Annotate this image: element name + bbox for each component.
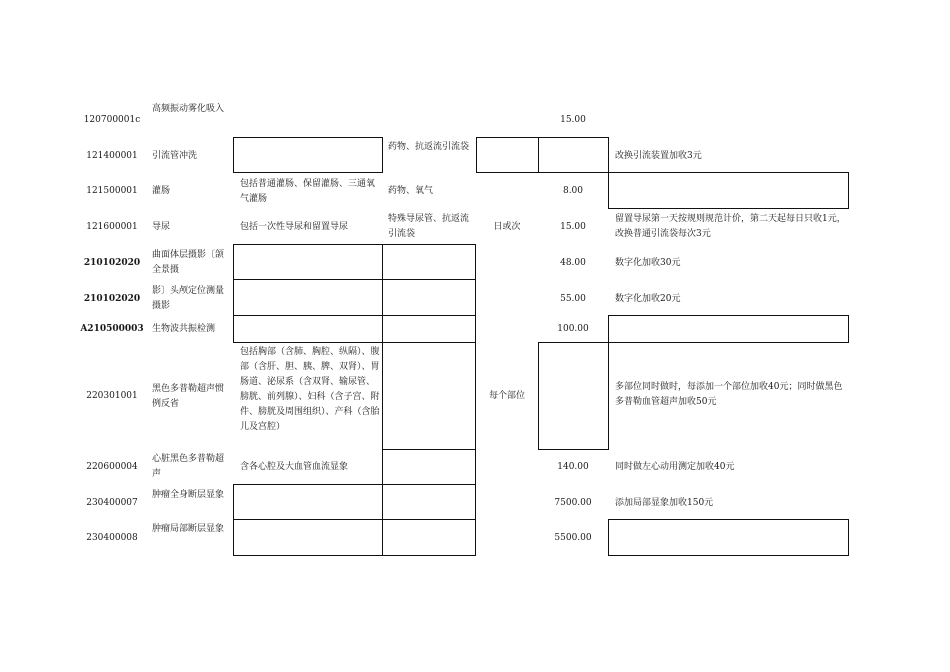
- item-note: 添加局部显象加收150元: [615, 498, 714, 508]
- empty-cell-box: [382, 449, 476, 485]
- empty-cell-box: [538, 137, 609, 173]
- item-name: 高频振动雾化吸入: [152, 104, 225, 114]
- item-code: 220301001: [86, 391, 138, 401]
- item-code: 121600001: [86, 222, 138, 232]
- item-price: 140.00: [557, 462, 589, 472]
- item-name: 引流管冲洗: [152, 151, 198, 161]
- empty-cell-box: [233, 279, 383, 316]
- item-description: 包括胸部（含肺、胸腔、纵隔）、腹部（含肝、胆、胰、脾、双肾）、胃肠道、泌尿系（含双肾、输尿管、膀胱、前列腺）、妇科（含子宫、附件、膀胱及周围组织）、产科（含胎儿及宫腔）: [240, 347, 380, 432]
- item-name: 灌肠: [152, 186, 171, 196]
- item-description: 包括一次性导尿和留置导尿: [240, 222, 349, 232]
- item-code: 210102020: [83, 258, 141, 268]
- item-price: 15.00: [560, 222, 586, 232]
- item-material: 药物、氧气: [388, 186, 434, 196]
- item-unit: 日或次: [493, 222, 521, 232]
- item-price: 7500.00: [554, 498, 592, 508]
- item-name: 导尿: [152, 222, 171, 232]
- item-code: 230400007: [86, 498, 138, 508]
- empty-cell-box: [233, 519, 383, 556]
- empty-cell-box: [382, 279, 476, 316]
- empty-cell-box: [233, 137, 383, 173]
- item-code: 230400008: [86, 533, 138, 543]
- empty-cell-box: [382, 519, 476, 556]
- item-name: 影〕头颅定位测量摄影: [152, 286, 225, 311]
- item-price: 5500.00: [554, 533, 592, 543]
- empty-cell-box: [382, 315, 476, 343]
- item-price: 15.00: [560, 115, 586, 125]
- item-code: 210102020: [83, 294, 141, 304]
- item-price: 55.00: [560, 294, 586, 304]
- item-material: 特殊导尿管、抗返流引流袋: [388, 214, 470, 239]
- empty-cell-box: [233, 315, 383, 343]
- item-note: 改换引流装置加收3元: [615, 151, 702, 161]
- item-note: 数字化加收30元: [615, 258, 681, 268]
- item-code: 220600004: [86, 462, 138, 472]
- item-material: 药物、抗返流引流袋: [388, 142, 470, 152]
- item-name: 肿瘤局部断层显象: [152, 524, 225, 534]
- item-price: 8.00: [562, 186, 584, 196]
- empty-cell-box: [382, 484, 476, 520]
- item-description: 包括普通灌肠、保留灌肠、三通氧气灌肠: [240, 179, 376, 204]
- item-unit: 每个部位: [488, 391, 525, 401]
- empty-cell-box: [608, 172, 849, 209]
- empty-cell-box: [382, 342, 476, 450]
- empty-cell-box: [476, 137, 539, 173]
- item-price: 100.00: [557, 324, 589, 334]
- empty-cell-box: [608, 519, 849, 556]
- item-code: 121400001: [86, 151, 138, 161]
- item-name: 曲面体层摄影〔颌全景摄: [152, 250, 225, 275]
- item-note: 数字化加收20元: [615, 294, 681, 304]
- item-note: 留置导尿第一天按规则规范计价，第二天起每日只收1元，改换普通引流袋每次3元: [615, 214, 846, 239]
- item-note: 多部位同时做时，每添加一个部位加收40元；同时做黑色多普勒血管超声加收50元: [615, 382, 843, 407]
- item-name: 心脏黑色多普勒超声: [152, 454, 225, 479]
- empty-cell-box: [233, 484, 383, 520]
- item-code: 121500001: [86, 186, 138, 196]
- item-price: 48.00: [560, 258, 586, 268]
- item-code: 120700001c: [83, 115, 141, 125]
- empty-cell-box: [538, 342, 609, 450]
- item-note: 同时做左心动用测定加收40元: [615, 462, 735, 472]
- item-name: 肿瘤全身断层显象: [152, 490, 225, 500]
- empty-cell-box: [233, 244, 383, 280]
- item-description: 含各心腔及大血管血流显象: [240, 462, 349, 472]
- item-name: 生物波共振检测: [152, 324, 216, 334]
- item-name: 黑色多普勒超声惯例反省: [152, 384, 225, 409]
- item-code: A210500003: [80, 324, 144, 334]
- empty-cell-box: [608, 315, 849, 343]
- empty-cell-box: [382, 244, 476, 280]
